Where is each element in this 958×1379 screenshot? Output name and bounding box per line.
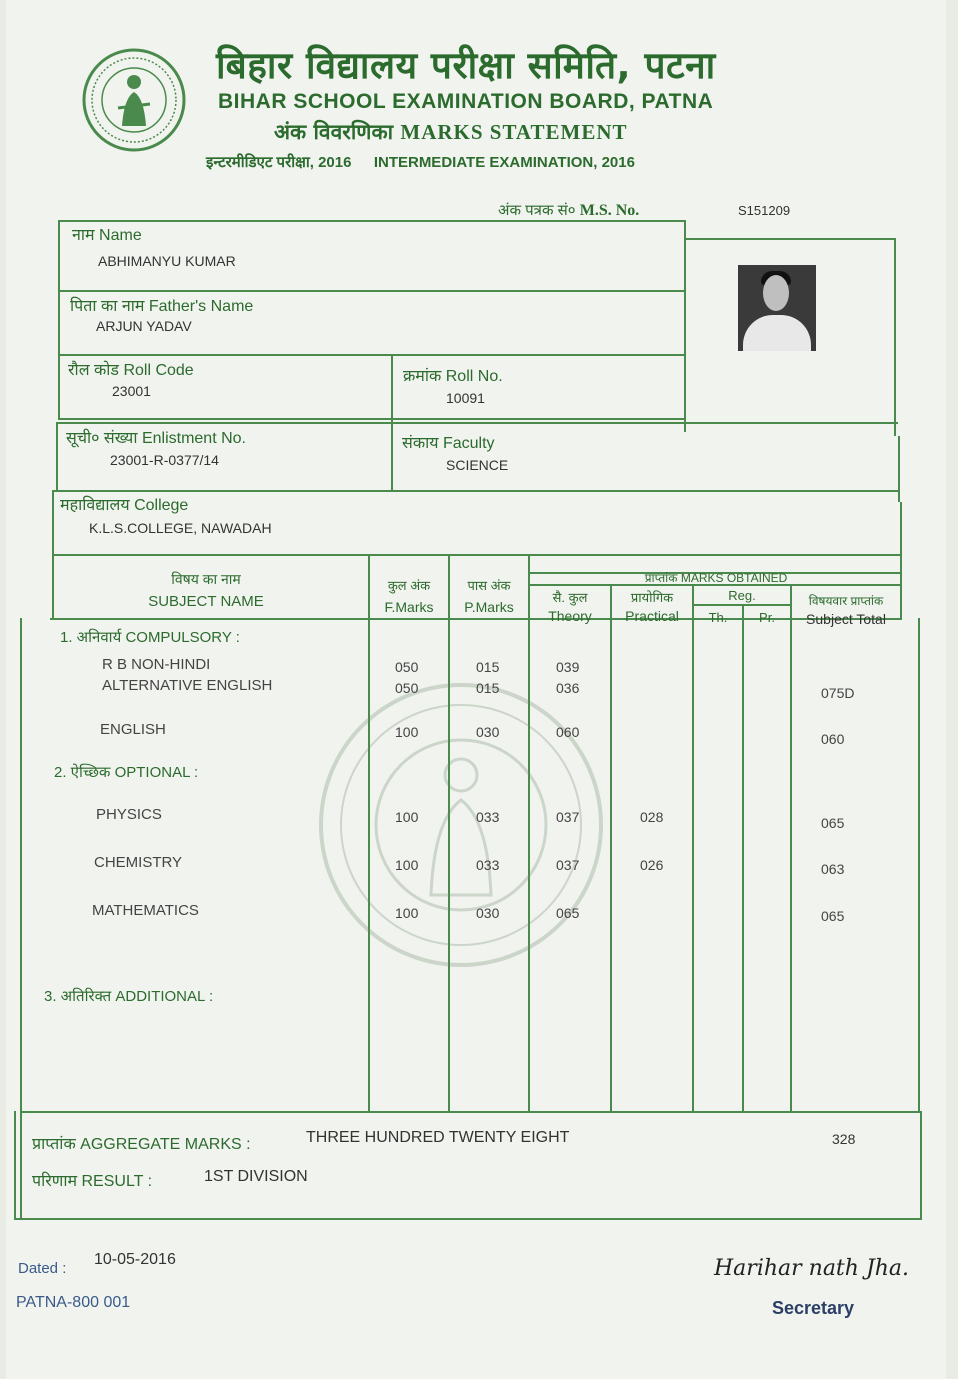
exam-year-hindi: 2016 xyxy=(318,154,352,171)
reg-header: Reg. xyxy=(728,588,756,603)
name-label xyxy=(72,223,142,245)
p-marks-cell: 030 xyxy=(476,905,500,921)
rule xyxy=(58,354,684,356)
rule xyxy=(58,220,60,418)
rule xyxy=(56,422,58,492)
subject-name-cell: R B NON-HINDI xyxy=(102,656,211,673)
exam-title-english: INTERMEDIATE EXAMINATION, 2016 xyxy=(373,154,635,171)
board-title-english: BIHAR SCHOOL EXAMINATION BOARD, PATNA xyxy=(218,90,714,113)
practical-marks-cell: 026 xyxy=(640,857,664,873)
practical-header-hindi: प्रायोगिक xyxy=(630,590,674,605)
roll-no-value: 10091 xyxy=(446,390,485,406)
rule xyxy=(692,584,694,1111)
roll-no-label-hindi: क्रमांक xyxy=(403,368,442,385)
rule xyxy=(790,584,792,1111)
enlistment-label-english: Enlistment No. xyxy=(141,430,246,447)
f-marks-cell: 100 xyxy=(395,905,419,921)
subject-total-header xyxy=(792,592,900,627)
fmarks-header-hindi: कुल अंक xyxy=(387,578,431,593)
statement-title-hindi: अंक विवरणिका xyxy=(274,119,394,144)
rule xyxy=(918,618,920,1112)
student-photo xyxy=(738,265,816,351)
faculty-value: SCIENCE xyxy=(446,457,509,473)
college-label-english: College xyxy=(134,497,189,514)
roll-code-label-hindi: रौल कोड xyxy=(68,362,119,379)
practical-header xyxy=(612,588,692,624)
roll-code-label-english: Roll Code xyxy=(123,362,194,379)
college-label-hindi: महाविद्यालय xyxy=(60,497,130,514)
roll-no-label xyxy=(403,364,503,386)
name-label-hindi: नाम xyxy=(72,227,95,244)
rule xyxy=(684,238,896,240)
dated-label: Dated : xyxy=(18,1260,67,1277)
college-label xyxy=(60,493,188,515)
pmarks-header xyxy=(450,576,528,615)
subject-header-english: SUBJECT NAME xyxy=(148,593,264,610)
student-name: ABHIMANYU KUMAR xyxy=(98,253,236,269)
reg-th-header: Th. xyxy=(708,610,728,625)
father-name: ARJUN YADAV xyxy=(96,318,192,334)
rule xyxy=(742,604,744,1111)
enlistment-no-value: 23001-R-0377/14 xyxy=(110,452,219,468)
p-marks-cell: 030 xyxy=(476,724,500,740)
aggregate-words: THREE HUNDRED TWENTY EIGHT xyxy=(306,1129,570,1146)
subject-name-cell: ALTERNATIVE ENGLISH xyxy=(102,677,273,694)
board-title-hindi: बिहार विद्यालय परीक्षा समिति, पटना xyxy=(216,44,716,87)
theory-header xyxy=(530,588,610,624)
practical-header-english: Practical xyxy=(625,608,679,624)
rule xyxy=(692,604,790,606)
practical-marks-cell: 028 xyxy=(640,809,664,825)
rule xyxy=(54,490,900,492)
rule xyxy=(900,502,902,618)
faculty-label-hindi: संकाय xyxy=(402,435,439,452)
subject-name-cell: MATHEMATICS xyxy=(92,902,199,919)
subject-name-cell: ENGLISH xyxy=(100,721,166,738)
exam-title: इन्टरमीडिएट परीक्षा, 2016 INTERMEDIATE EXAMINATION, 2016 xyxy=(206,154,635,171)
father-label xyxy=(70,294,253,316)
aggregate-label: प्राप्तांक AGGREGATE MARKS : xyxy=(32,1136,251,1153)
subject-total-cell: 065 xyxy=(821,908,845,924)
f-marks-cell: 100 xyxy=(395,724,419,740)
subject-total-header-english: Subject Total xyxy=(806,611,886,627)
ms-no-label-english: M.S. No. xyxy=(579,202,640,219)
theory-marks-cell: 036 xyxy=(556,680,580,696)
aggregate-value: 328 xyxy=(832,1131,856,1147)
p-marks-cell: 033 xyxy=(476,857,500,873)
faculty-label xyxy=(402,431,495,453)
marks-obtained-header: प्राप्तांक MARKS OBTAINED xyxy=(644,571,788,585)
optional-section-label: 2. ऐच्छिक OPTIONAL : xyxy=(54,764,199,781)
college-value: K.L.S.COLLEGE, NAWADAH xyxy=(89,520,272,536)
roll-code-value: 23001 xyxy=(112,383,151,399)
ms-no-value: S151209 xyxy=(738,203,791,218)
subject-total-cell: 075D xyxy=(821,685,855,701)
address-label: PATNA-800 001 xyxy=(16,1294,131,1311)
theory-marks-cell: 039 xyxy=(556,659,580,675)
enlistment-label-hindi: सूची० संख्या xyxy=(66,430,138,447)
result-label: परिणाम RESULT : xyxy=(32,1173,153,1190)
p-marks-cell: 015 xyxy=(476,659,500,675)
rule xyxy=(52,554,902,556)
name-label-english: Name xyxy=(99,227,142,244)
statement-title xyxy=(274,118,628,146)
faculty-label-english: Faculty xyxy=(442,435,495,452)
subject-total-cell: 063 xyxy=(821,861,845,877)
statement-title-english: MARKS STATEMENT xyxy=(400,120,628,144)
rule xyxy=(14,1218,922,1220)
theory-marks-cell: 037 xyxy=(556,857,580,873)
f-marks-cell: 100 xyxy=(395,857,419,873)
subject-total-cell: 065 xyxy=(821,815,845,831)
rule xyxy=(14,1111,16,1220)
compulsory-section-label: 1. अनिवार्य COMPULSORY : xyxy=(60,629,240,646)
secretary-signature: Harihar nath Jha. xyxy=(714,1256,910,1281)
rule xyxy=(894,238,896,436)
subject-name-cell: CHEMISTRY xyxy=(94,854,183,871)
subject-header xyxy=(126,570,286,610)
p-marks-cell: 033 xyxy=(476,809,500,825)
rule xyxy=(20,618,22,1220)
theory-header-english: Theory xyxy=(548,608,592,624)
subject-total-cell: 060 xyxy=(821,731,845,747)
rule xyxy=(58,418,684,420)
pmarks-header-english: P.Marks xyxy=(464,599,514,615)
p-marks-cell: 015 xyxy=(476,680,500,696)
enlistment-label xyxy=(66,426,246,448)
dated-value: 10-05-2016 xyxy=(94,1251,176,1268)
f-marks-cell: 050 xyxy=(395,680,419,696)
fmarks-header-english: F.Marks xyxy=(384,599,434,615)
rule xyxy=(684,222,686,432)
father-label-hindi: पिता का नाम xyxy=(70,298,145,315)
rule xyxy=(610,584,612,1111)
board-logo-icon xyxy=(82,48,186,152)
rule xyxy=(58,290,684,292)
pmarks-header-hindi: पास अंक xyxy=(467,578,511,593)
theory-marks-cell: 060 xyxy=(556,724,580,740)
result-value: 1ST DIVISION xyxy=(204,1168,308,1185)
theory-marks-cell: 037 xyxy=(556,809,580,825)
marks-statement-sheet xyxy=(6,0,946,1379)
f-marks-cell: 100 xyxy=(395,809,419,825)
theory-header-hindi: सै. कुल xyxy=(552,590,588,605)
rule xyxy=(56,422,898,424)
f-marks-cell: 050 xyxy=(395,659,419,675)
reg-pr-header: Pr. xyxy=(759,610,775,625)
exam-title-hindi: इन्टरमीडिएट परीक्षा xyxy=(206,154,310,171)
fmarks-header xyxy=(370,576,448,615)
father-label-english: Father's Name xyxy=(148,298,254,315)
rule xyxy=(920,1111,922,1220)
subject-header-hindi: विषय का नाम xyxy=(171,571,241,587)
subject-total-header-hindi: विषयवार प्राप्तांक xyxy=(808,594,884,608)
rule xyxy=(58,220,686,222)
roll-no-label-english: Roll No. xyxy=(445,368,503,385)
rule xyxy=(898,436,900,502)
theory-marks-cell: 065 xyxy=(556,905,580,921)
additional-section-label: 3. अतिरिक्त ADDITIONAL : xyxy=(44,988,214,1005)
ms-no-label xyxy=(498,200,639,220)
ms-no-label-hindi: अंक पत्रक सं० xyxy=(498,202,576,219)
subject-name-cell: PHYSICS xyxy=(96,806,162,823)
roll-code-label xyxy=(68,358,194,380)
secretary-label: Secretary xyxy=(772,1298,855,1318)
rule xyxy=(20,1111,920,1113)
